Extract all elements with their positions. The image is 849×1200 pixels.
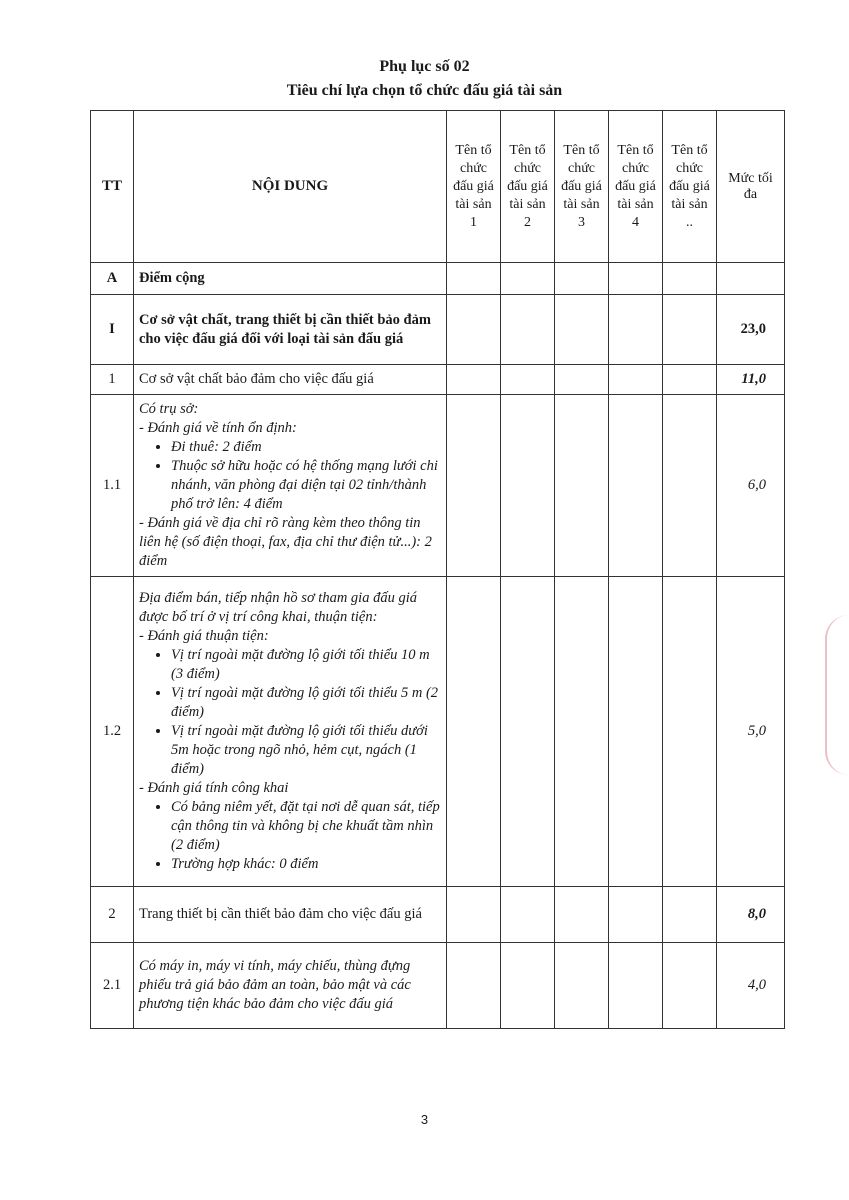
row-tt: 2.1: [91, 943, 134, 1029]
row-max: 4,0: [717, 943, 785, 1029]
table-row: [91, 395, 785, 577]
header-org-3: Tên tổ chức đấu giá tài sản 3: [555, 111, 609, 263]
row-tt: A: [91, 263, 134, 295]
table-row: [91, 263, 785, 295]
row-content: Có máy in, máy vi tính, máy chiếu, thùng đựng phiếu trả giá bảo đảm an toàn, bảo mật và các phương tiện khác bảo đảm cho việc đấu giá: [134, 943, 447, 1029]
row-max: [717, 263, 785, 295]
header-org-2: Tên tổ chức đấu giá tài sản 2: [501, 111, 555, 263]
row-tt: I: [91, 295, 134, 365]
criteria-table: [90, 110, 785, 1029]
row-tt: 2: [91, 887, 134, 943]
table-row: [91, 943, 785, 1029]
row-content: Có trụ sở: - Đánh giá về tính ổn định: • Đi thuê: 2 điểm • Thuộc sở hữu hoặc có hệ thống mạng lưới chi nhánh, văn phòng đại diện tại 02 tỉnh/thành phố trở lên: 4 điểm - Đánh giá về địa chỉ rõ ràng kèm theo thông tin liên hệ (số điện thoại, fax, địa chỉ thư điện tử...): 2 điểm: [134, 395, 447, 577]
row-content: Điểm cộng: [134, 263, 447, 295]
row-content: Cơ sở vật chất, trang thiết bị cần thiết bảo đảm cho việc đấu giá đối với loại tài sản đấu giá: [134, 295, 447, 365]
row-max: 8,0: [717, 887, 785, 943]
row-tt: 1: [91, 365, 134, 395]
appendix-subtitle: Tiêu chí lựa chọn tổ chức đấu giá tài sản: [286, 82, 563, 99]
row-max: 5,0: [717, 577, 785, 887]
header-tt: TT: [91, 111, 134, 263]
header-max: Mức tối đa: [717, 111, 785, 263]
row-content: Cơ sở vật chất bảo đảm cho việc đấu giá: [134, 365, 447, 395]
table-header-row: [91, 111, 785, 263]
row-max: 23,0: [717, 295, 785, 365]
row-content: Trang thiết bị cần thiết bảo đảm cho việc đấu giá: [134, 887, 447, 943]
row-tt: 1.2: [91, 577, 134, 887]
header-org-5: Tên tổ chức đấu giá tài sản ..: [663, 111, 717, 263]
header-org-1: Tên tổ chức đấu giá tài sản 1: [447, 111, 501, 263]
table-row: [91, 295, 785, 365]
row-content: Địa điểm bán, tiếp nhận hồ sơ tham gia đấu giá được bố trí ở vị trí công khai, thuận tiện: - Đánh giá thuận tiện: • Vị trí ngoài mặt đường lộ giới tối thiểu 10 m (3 điểm) • Vị trí ngoài mặt đường lộ giới tối thiểu 5 m (2 điểm) • Vị trí ngoài mặt đường lộ giới tối thiểu dưới 5m hoặc trong ngõ nhỏ, hẻm cụt, ngách (1 điểm) - Đánh giá tính công khai • Có bảng niêm yết, đặt tại nơi dễ quan sát, tiếp cận thông tin và không bị che khuất tầm nhìn (2 điểm) • Trường hợp khác: 0 điểm: [134, 577, 447, 887]
row-max: 11,0: [717, 365, 785, 395]
row-tt: 1.1: [91, 395, 134, 577]
row-max: 6,0: [717, 395, 785, 577]
table-row: [91, 577, 785, 887]
header-org-4: Tên tổ chức đấu giá tài sản 4: [609, 111, 663, 263]
header-content: NỘI DUNG: [134, 111, 447, 263]
table-row: [91, 365, 785, 395]
appendix-title: Phụ lục số 02: [379, 58, 470, 75]
red-seal-edge: [825, 615, 849, 775]
page-number: 3: [420, 1112, 429, 1127]
table-row: [91, 887, 785, 943]
